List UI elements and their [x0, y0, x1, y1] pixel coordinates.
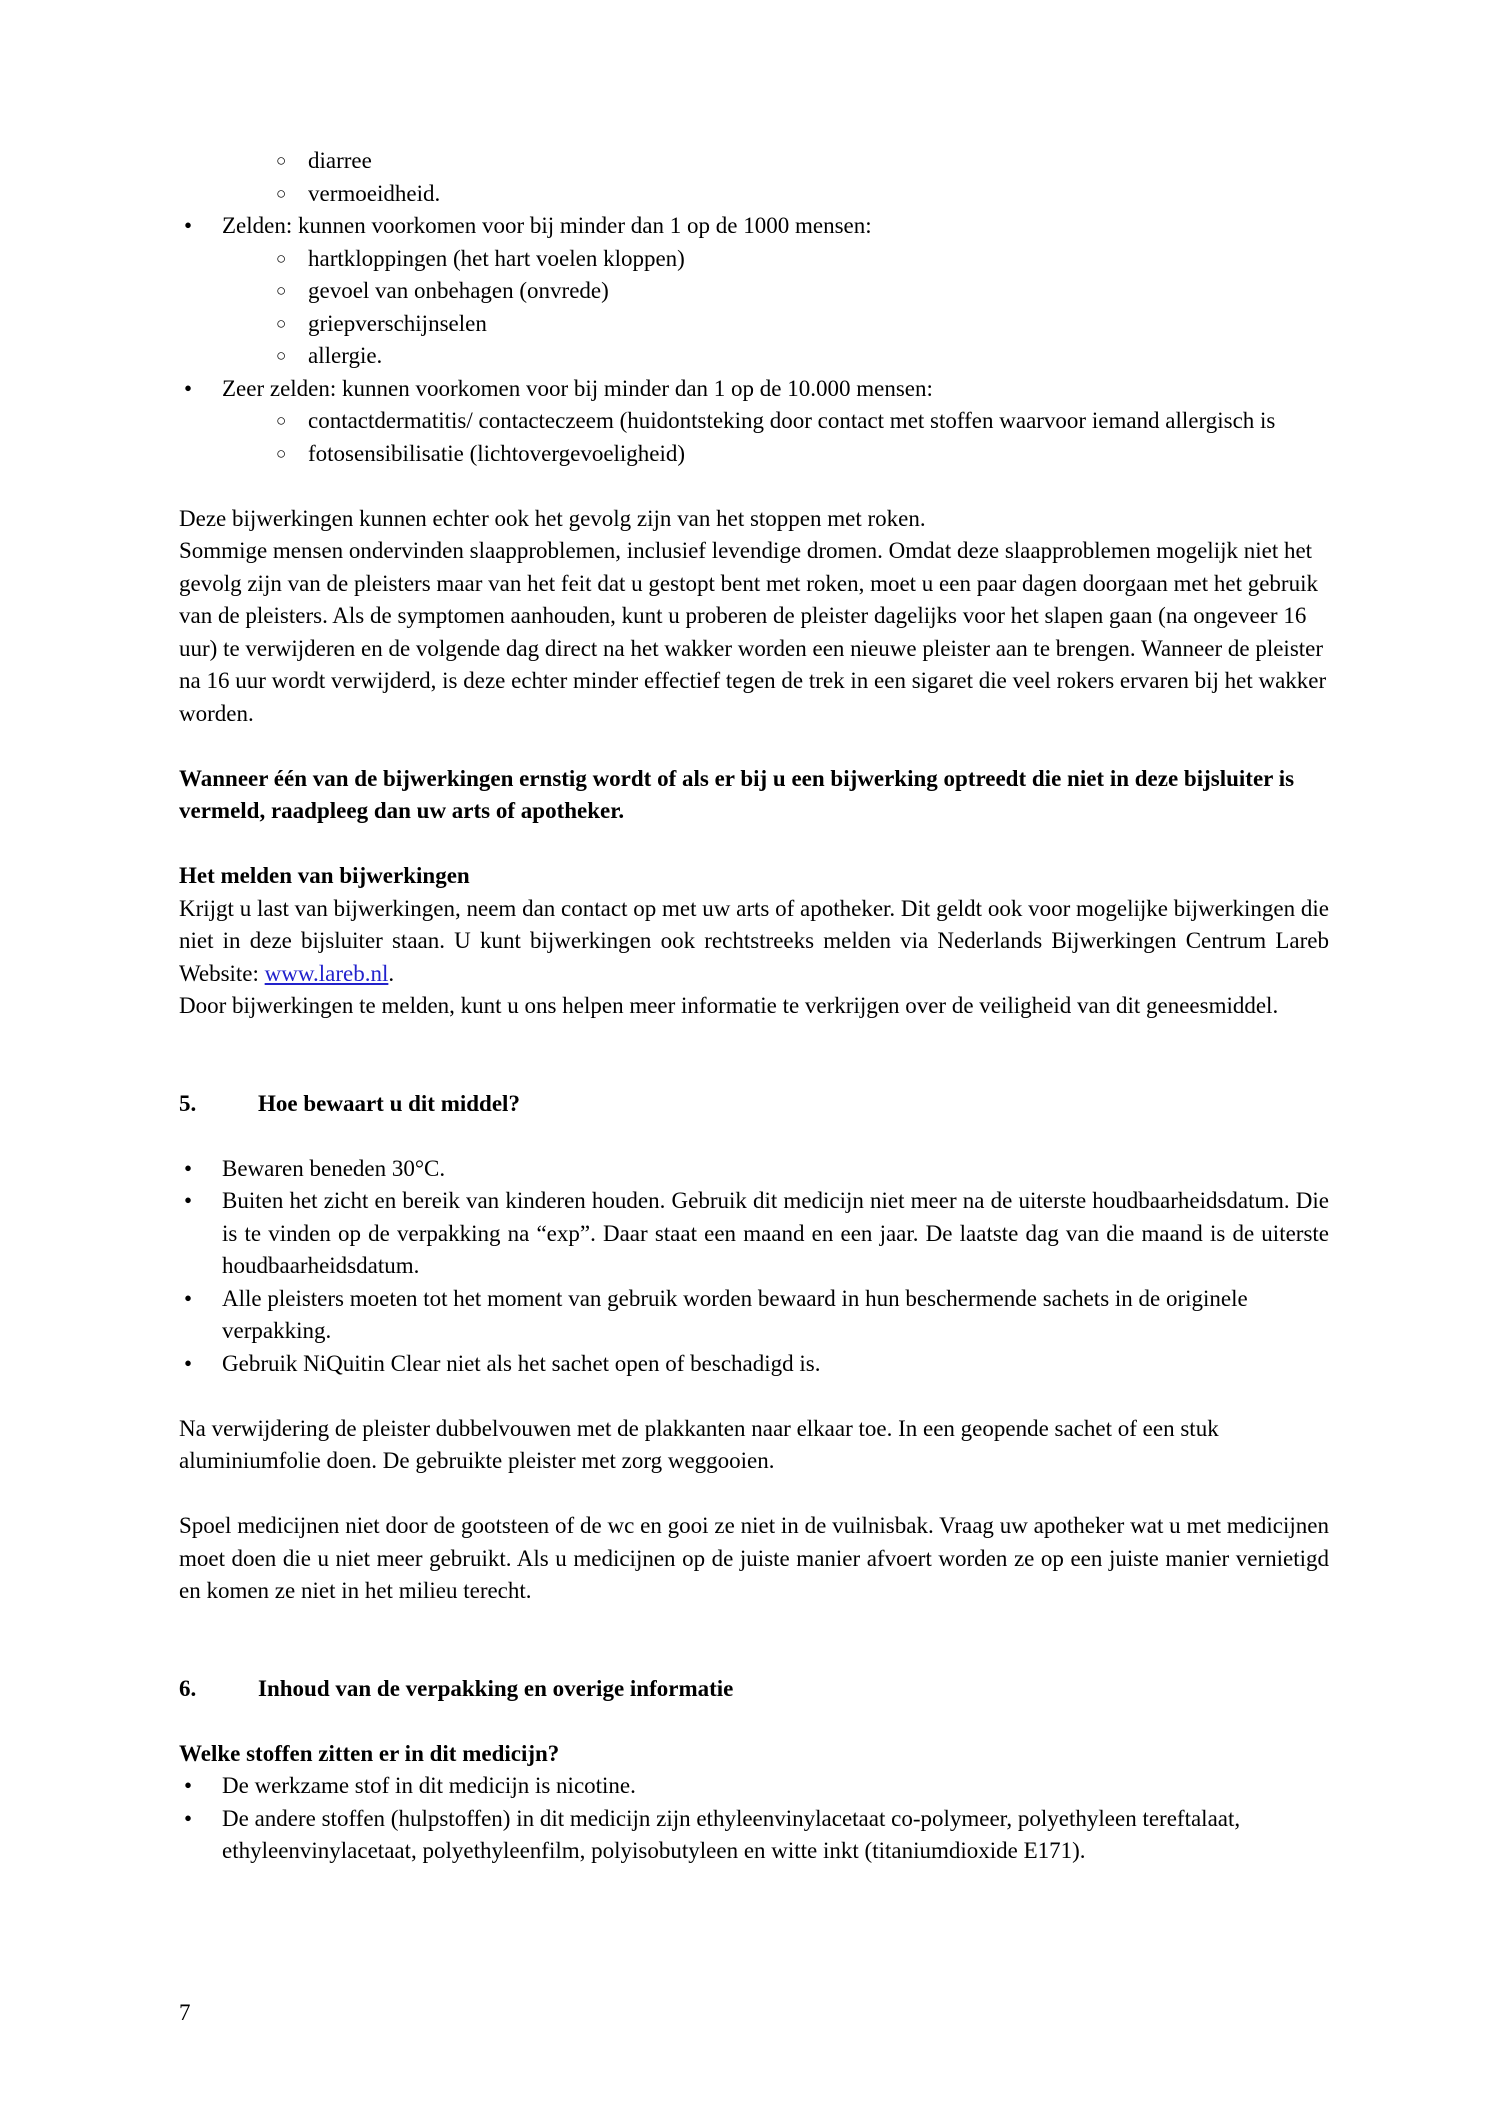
- section6-heading: [179, 1673, 1329, 1706]
- list-item: [179, 340, 1329, 373]
- section5-number: 5.: [179, 1090, 197, 1116]
- list-item: [179, 210, 1329, 243]
- bullet-icon: •: [184, 1155, 193, 1181]
- bullet-icon: •: [184, 1285, 193, 1311]
- bullet-icon: •: [184, 1350, 193, 1376]
- list-item: [179, 275, 1329, 308]
- list-item-text: allergie.: [308, 343, 383, 368]
- list-item: [179, 243, 1329, 276]
- side-effects-rare-list: [179, 210, 1329, 470]
- page-number: 7: [179, 2000, 191, 2025]
- reporting-body-text: Krijgt u last van bijwerkingen, neem dan contact op met uw arts of apotheker. Dit geldt ook voor mogelijke bijwerkingen die niet in deze bijsluiter staan. U kunt bijwerkingen ook rechtstreeks melden via Nederlands Bijwerkingen Centrum Lareb Website:: [179, 895, 1329, 986]
- bullet-icon: •: [184, 1188, 193, 1213]
- list-item-text: Gebruik NiQuitin Clear niet als het sachet open of beschadigd is.: [222, 1350, 821, 1376]
- reporting-body2: Door bijwerkingen te melden, kunt u ons helpen meer informatie te verkrijgen over de veiligheid van dit geneesmiddel.: [179, 993, 1279, 1018]
- section5-heading: [179, 1088, 1329, 1121]
- list-item-text: hartkloppingen (het hart voelen kloppen): [308, 245, 685, 271]
- list-item: [179, 145, 1329, 178]
- page-content: [179, 145, 1329, 1868]
- bullet-icon: •: [184, 1805, 193, 1831]
- list-item-text: Zeer zelden: kunnen voorkomen voor bij minder dan 1 op de 10.000 mensen:: [222, 375, 933, 401]
- list-item: [179, 438, 1329, 471]
- bullet-icon: •: [184, 1773, 193, 1798]
- list-item: [179, 1770, 1329, 1803]
- paragraph-quit-smoking: Deze bijwerkingen kunnen echter ook het gevolg zijn van het stoppen met roken.: [179, 505, 926, 531]
- storage-list: [179, 1153, 1329, 1381]
- list-item-text: gevoel van onbehagen (onvrede): [308, 278, 609, 303]
- list-item-text: De werkzame stof in dit medicijn is nicotine.: [222, 1773, 636, 1798]
- list-item-text: fotosensibilisatie (lichtovergevoeligheid): [308, 440, 686, 466]
- list-item: [179, 308, 1329, 341]
- paragraph-sleep-problems: Sommige mensen ondervinden slaapproblemen, inclusief levendige dromen. Omdat deze slaapproblemen mogelijk niet het gevolg zijn van de pleisters maar van het feit dat u gestopt bent met roken, moet u een paar dagen doorgaan met het gebruik van de pleisters. Als de symptomen aanhouden, kunt u proberen de pleister dagelijks voor het slapen gaan (na ongeveer 16 uur) te verwijderen en de volgende dag direct na het wakker worden een nieuwe pleister aan te brengen. Wanneer de pleister na 16 uur wordt verwijderd, is deze echter minder effectief tegen de trek in een sigaret die veel rokers ervaren bij het wakker worden.: [179, 538, 1327, 726]
- circle-bullet-icon: ○: [276, 346, 287, 365]
- section5-title: Hoe bewaart u dit middel?: [258, 1090, 520, 1116]
- list-item: [179, 1283, 1329, 1348]
- ingredients-subheading: Welke stoffen zitten er in dit medicijn?: [179, 1740, 560, 1766]
- list-item: [179, 1185, 1329, 1283]
- list-item-text: griepverschijnselen: [308, 310, 487, 336]
- list-item-text: diarree: [308, 148, 372, 173]
- list-item-text: Zelden: kunnen voorkomen voor bij minder dan 1 op de 1000 mensen:: [222, 213, 872, 238]
- list-item: [179, 1803, 1329, 1868]
- circle-bullet-icon: ○: [276, 183, 287, 203]
- list-item-text: Alle pleisters moeten tot het moment van gebruik worden bewaard in hun beschermende sachets in de originele verpakking.: [222, 1285, 1248, 1343]
- reporting-heading: Het melden van bijwerkingen: [179, 863, 470, 888]
- circle-bullet-icon: ○: [276, 313, 287, 333]
- circle-bullet-icon: ○: [276, 443, 287, 463]
- bullet-icon: •: [184, 213, 193, 238]
- section6-title: Inhoud van de verpakking en overige informatie: [258, 1675, 734, 1701]
- list-item-text: vermoeidheid.: [308, 180, 441, 206]
- warning-paragraph: Wanneer één van de bijwerkingen ernstig wordt of als er bij u een bijwerking optreedt die niet in deze bijsluiter is vermeld, raadpleeg dan uw arts of apotheker.: [179, 765, 1295, 823]
- disposal-paragraph-2: Spoel medicijnen niet door de gootsteen of de wc en gooi ze niet in de vuilnisbak. Vraag uw apotheker wat u met medicijnen moet doen die u niet meer gebruikt. Als u medicijnen op de juiste manier afvoert worden ze op een juiste manier vernietigd en komen ze niet in het milieu terecht.: [179, 1513, 1329, 1603]
- list-item-text: Buiten het zicht en bereik van kinderen houden. Gebruik dit medicijn niet meer na de uiterste houdbaarheidsdatum. Die is te vinden op de verpakking na “exp”. Daar staat een maand en een jaar. De laatste dag van die maand is de uiterste houdbaarheidsdatum.: [222, 1188, 1329, 1278]
- list-item-text: Bewaren beneden 30°C.: [222, 1155, 446, 1181]
- circle-bullet-icon: ○: [276, 151, 287, 170]
- lareb-link[interactable]: www.lareb.nl: [264, 960, 389, 986]
- ingredients-list: [179, 1770, 1329, 1868]
- section6-number: 6.: [179, 1675, 197, 1701]
- list-item-text: contactdermatitis/ contacteczeem (huidontsteking door contact met stoffen waarvoor iemand allergisch is: [308, 408, 1276, 433]
- list-item: [179, 1153, 1329, 1186]
- circle-bullet-icon: ○: [276, 281, 287, 300]
- bullet-icon: •: [184, 375, 193, 401]
- list-item: [179, 373, 1329, 406]
- reporting-body: [179, 893, 1329, 991]
- list-item: [179, 1348, 1329, 1381]
- side-effects-leftover-sublist: [179, 145, 1329, 210]
- list-item: [179, 178, 1329, 211]
- circle-bullet-icon: ○: [276, 248, 287, 268]
- list-item: [179, 405, 1329, 438]
- circle-bullet-icon: ○: [276, 411, 287, 430]
- disposal-paragraph-1: Na verwijdering de pleister dubbelvouwen met de plakkanten naar elkaar toe. In een geopende sachet of een stuk aluminiumfolie doen. De gebruikte pleister met zorg weggooien.: [179, 1415, 1219, 1473]
- reporting-body-period: .: [388, 960, 395, 986]
- list-item-text: De andere stoffen (hulpstoffen) in dit medicijn zijn ethyleenvinylacetaat co-polymeer, polyethyleen tereftalaat, ethyleenvinylacetaat, polyethyleenfilm, polyisobutyleen en witte inkt (titaniumdioxide E171).: [222, 1805, 1241, 1863]
